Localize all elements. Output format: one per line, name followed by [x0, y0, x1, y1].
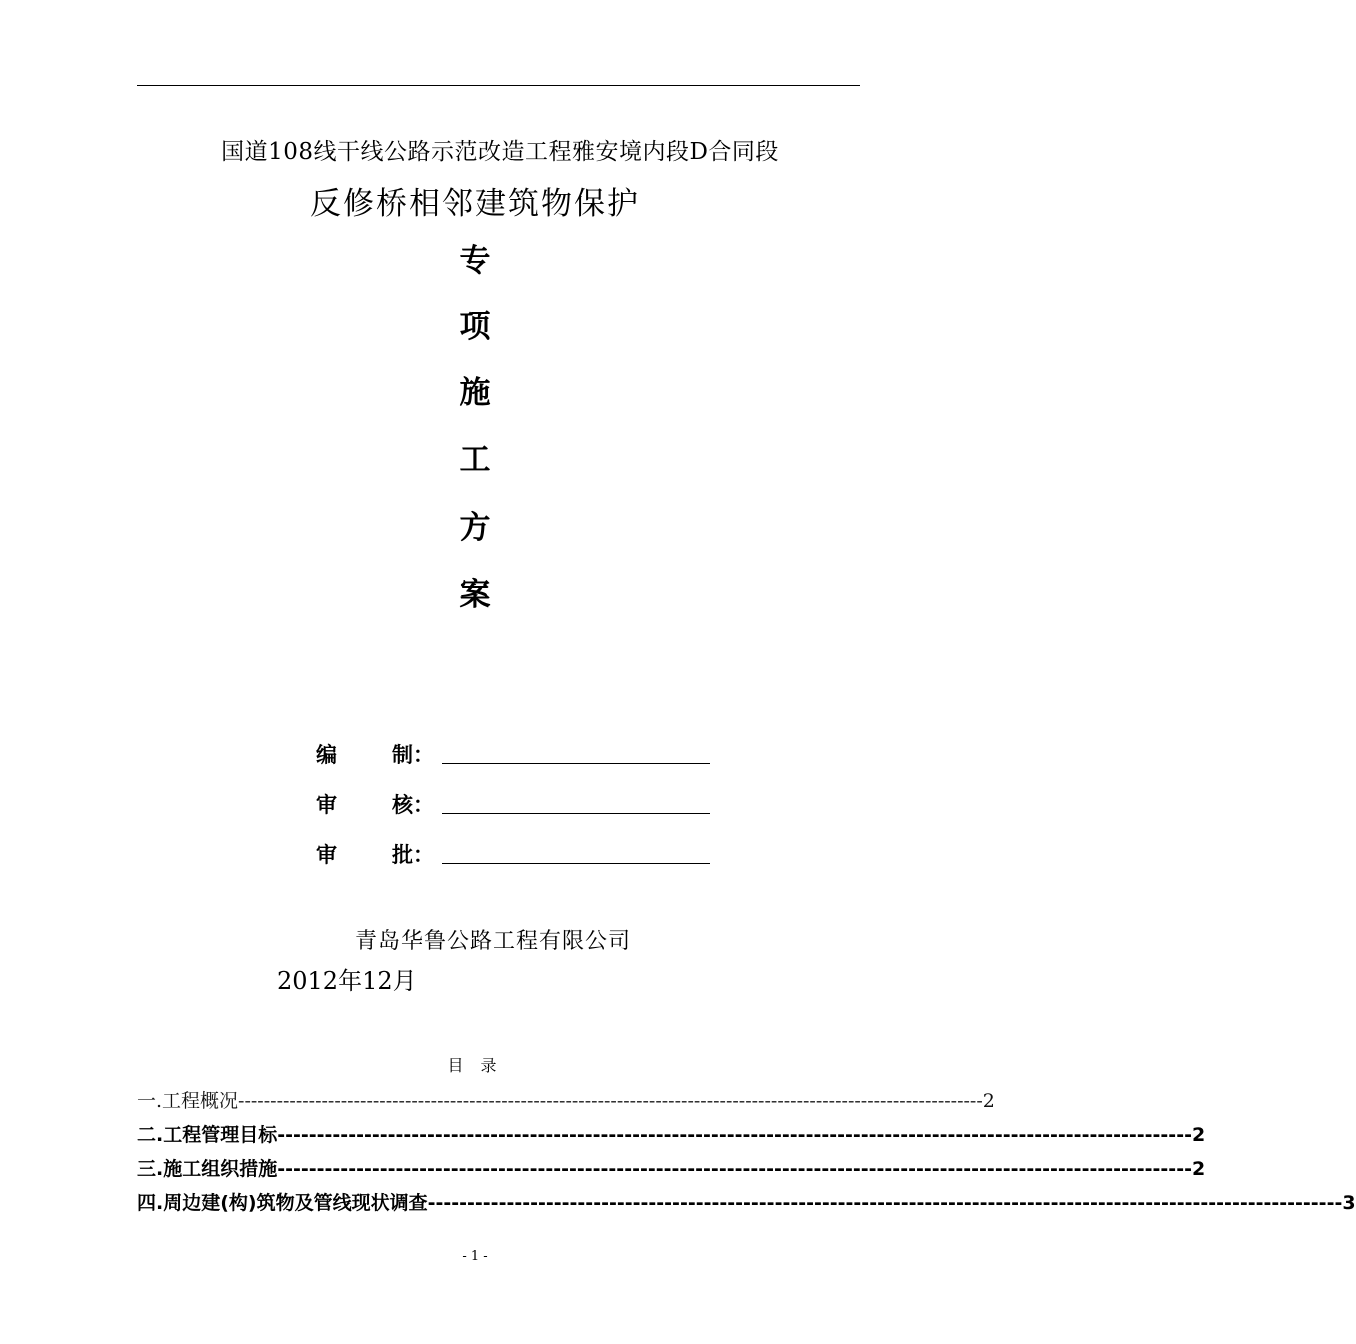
toc-leader: -------------------------------------------------------------------------------------------------------------------- [277, 1158, 1192, 1180]
toc-leader: -------------------------------------------------------------------------------------------------------------------- [277, 1124, 1192, 1146]
toc-leader: -------------------------------------------------------------------------------------------------------------------- [238, 1090, 983, 1112]
document-subtitle: 国道108线干线公路示范改造工程雅安境内段D合同段 [221, 139, 779, 165]
sign-row-compile [316, 739, 716, 769]
sign-row-approve [316, 839, 716, 869]
sign-label-second: 制： [392, 743, 434, 767]
document-date: 2012年12月 [277, 967, 417, 995]
toc-item-label: 四.周边建(构)筑物及管线现状调查 [137, 1192, 428, 1214]
vertical-title-char: 项 [459, 309, 491, 345]
sign-label-first: 审 [316, 793, 337, 817]
sign-label-first: 审 [316, 843, 337, 867]
document-title: 反修桥相邻建筑物保护 [310, 186, 640, 222]
toc-item[interactable] [137, 1086, 995, 1112]
toc-item-label: 一.工程概况 [137, 1090, 239, 1112]
signature-line [442, 813, 710, 814]
sign-label-second: 核： [392, 793, 434, 817]
toc-item-page: 3 [1342, 1192, 1356, 1214]
sign-row-review [316, 789, 716, 819]
sign-label-second: 批： [392, 843, 434, 867]
toc-item-page: 2 [1191, 1158, 1206, 1180]
toc-item-page: 2 [1191, 1124, 1206, 1146]
toc-item-label: 三.施工组织措施 [137, 1158, 278, 1180]
toc-leader: -------------------------------------------------------------------------------------------------------------------- [427, 1192, 1343, 1214]
sign-label-first: 编 [316, 743, 337, 767]
toc-item[interactable] [137, 1154, 1206, 1180]
header-rule [137, 85, 860, 86]
signature-line [442, 863, 710, 864]
toc-item[interactable] [137, 1188, 1356, 1214]
vertical-title-char: 工 [459, 442, 491, 478]
company-name: 青岛华鲁公路工程有限公司 [355, 929, 632, 954]
vertical-title-char: 方 [459, 510, 491, 546]
signature-line [442, 763, 710, 764]
page-number: - 1 - [462, 1249, 488, 1264]
vertical-title-char: 专 [459, 243, 491, 279]
vertical-title-char: 案 [459, 577, 491, 613]
toc-item[interactable] [137, 1120, 1206, 1146]
toc-item-label: 二.工程管理目标 [137, 1124, 278, 1146]
toc-item-page: 2 [982, 1090, 995, 1112]
toc-title: 目 录 [447, 1056, 503, 1075]
vertical-title-char: 施 [459, 375, 491, 411]
